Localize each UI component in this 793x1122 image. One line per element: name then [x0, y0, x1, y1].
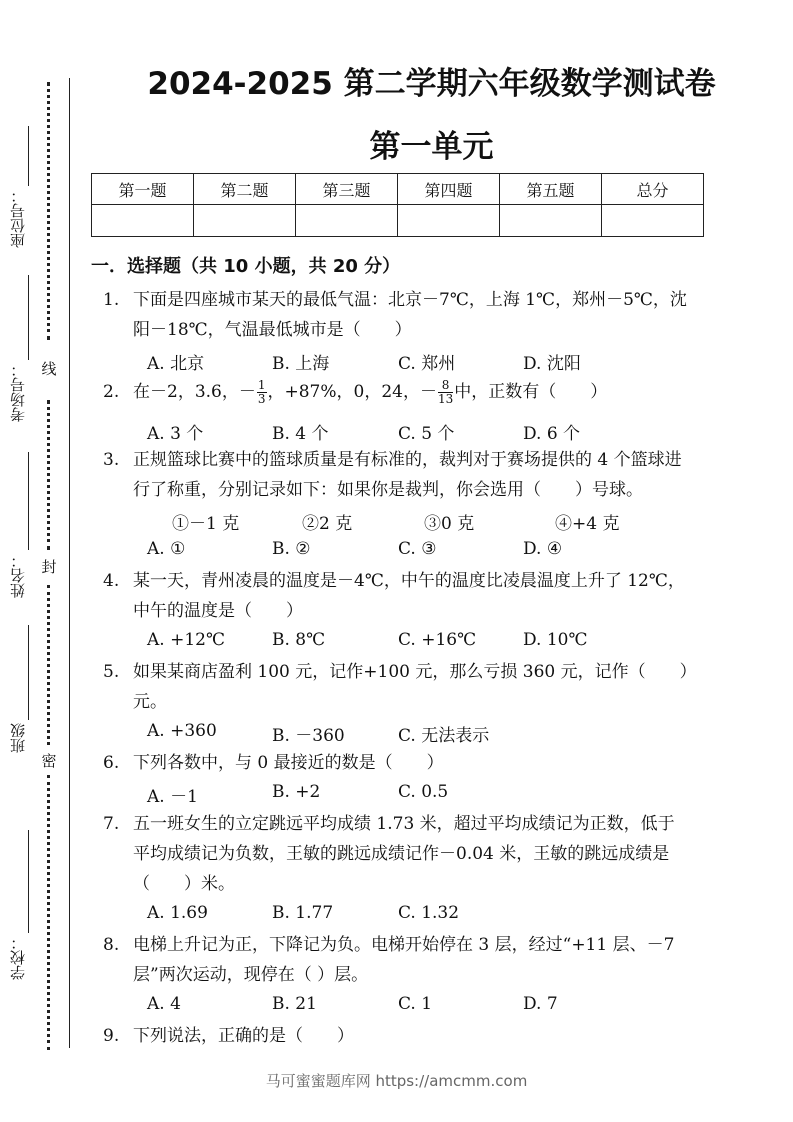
option-c[interactable]: C. ③	[398, 539, 437, 559]
question-text-part: ，+87%，0，24，－	[267, 382, 437, 402]
option-c[interactable]: C. 郑州	[398, 354, 456, 374]
score-value-cell[interactable]	[194, 205, 296, 237]
question-line: 如果某商店盈利 100 元，记作+100 元，那么亏损 360 元，记作（ ）	[133, 662, 697, 682]
seal-char-secret: 密	[41, 752, 57, 770]
binding-solid-line	[69, 78, 70, 1048]
ball-record: ③0 克	[424, 514, 475, 534]
question-6	[103, 748, 753, 778]
question-line: 元。	[133, 692, 167, 712]
exam-room-label: 考场号：	[9, 362, 27, 422]
question-1	[103, 285, 753, 345]
class-blank	[28, 625, 29, 720]
seal-char-line: 线	[41, 360, 57, 378]
fraction-numerator: 8	[438, 379, 453, 393]
option-c[interactable]: C. 无法表示	[398, 726, 490, 746]
question-number: 6.	[103, 753, 120, 773]
score-value-cell[interactable]	[296, 205, 398, 237]
option-a[interactable]: A. －1	[147, 787, 198, 807]
score-table-value-row	[92, 205, 704, 237]
question-line: 下列说法，正确的是（ ）	[133, 1026, 354, 1046]
footer-watermark: 马可蜜蜜题库网 https://amcmm.com	[265, 1072, 528, 1090]
option-a[interactable]: A. 4	[147, 994, 181, 1014]
question-line: （ ）米。	[133, 874, 235, 894]
question-number: 3.	[103, 450, 120, 470]
question-line: 阳－18℃，气温最低城市是（ ）	[133, 320, 412, 340]
question-line: 层”两次运动，现停在（ ）层。	[133, 965, 369, 985]
option-b[interactable]: B. 4 个	[272, 424, 329, 444]
option-c[interactable]: C. 1.32	[398, 903, 460, 923]
name-label: 姓名：	[9, 553, 27, 598]
ball-record: ④+4 克	[555, 514, 620, 534]
question-7	[103, 809, 753, 899]
fraction-one-third	[257, 379, 267, 406]
option-d[interactable]: D. 7	[523, 994, 558, 1014]
option-d[interactable]: D. 10℃	[523, 630, 588, 650]
section-heading: 一．选择题（共 10 小题，共 20 分）	[91, 256, 401, 277]
option-b[interactable]: B. 21	[272, 994, 317, 1014]
score-header-cell: 第三题	[296, 174, 398, 205]
score-header-cell: 总分	[602, 174, 704, 205]
question-text	[133, 566, 753, 626]
option-b[interactable]: B. 1.77	[272, 903, 334, 923]
exam-subtitle: 第一单元	[369, 129, 494, 165]
option-a[interactable]: A. 1.69	[147, 903, 208, 923]
question-number: 7.	[103, 814, 120, 834]
ball-record: ①－1 克	[172, 514, 240, 534]
question-8	[103, 930, 753, 990]
question-text	[133, 809, 753, 899]
fraction-numerator: 1	[257, 378, 266, 392]
ball-record: ②2 克	[302, 514, 353, 534]
option-c[interactable]: C. +16℃	[398, 630, 477, 650]
option-a[interactable]: A. 北京	[147, 354, 205, 374]
option-b[interactable]: B. 8℃	[272, 630, 326, 650]
option-c[interactable]: C. 1	[398, 994, 433, 1014]
seat-number-label: 座位号：	[9, 188, 27, 248]
score-value-cell[interactable]	[92, 205, 194, 237]
question-text	[133, 377, 753, 407]
question-number: 4.	[103, 571, 120, 591]
question-3	[103, 445, 753, 505]
question-line: 电梯上升记为正，下降记为负。电梯开始停在 3 层，经过“+11 层、－7	[133, 935, 675, 955]
option-a[interactable]: A. +360	[147, 721, 217, 741]
question-text	[133, 445, 753, 505]
question-5	[103, 657, 753, 717]
question-number: 2.	[103, 382, 120, 402]
score-header-cell: 第四题	[398, 174, 500, 205]
question-text	[133, 657, 753, 717]
question-line: 五一班女生的立定跳远平均成绩 1.73 米，超过平均成绩记为正数，低于	[133, 814, 675, 834]
question-text	[133, 748, 753, 778]
school-blank	[28, 830, 29, 933]
question-line: 下列各数中，与 0 最接近的数是（ ）	[133, 753, 444, 773]
question-text-part: 中，正数有（ ）	[454, 382, 608, 402]
binding-dotted-line-top	[47, 82, 54, 340]
option-b[interactable]: B. 上海	[272, 354, 330, 374]
score-header-cell: 第五题	[500, 174, 602, 205]
question-number: 9.	[103, 1026, 120, 1046]
fraction-denominator: 13	[437, 392, 454, 406]
binding-dotted-line-bottom	[47, 775, 54, 1050]
question-text	[133, 930, 753, 990]
seal-char-seal: 封	[41, 558, 57, 576]
question-9	[103, 1021, 753, 1051]
fraction-denominator: 3	[257, 392, 266, 406]
option-c[interactable]: C. 5 个	[398, 424, 455, 444]
question-line: 某一天，青州凌晨的温度是－4℃，中午的温度比凌晨温度上升了 12℃，	[133, 571, 685, 591]
question-line: 下面是四座城市某天的最低气温：北京－7℃，上海 1℃，郑州－5℃，沈	[133, 290, 687, 310]
option-b[interactable]: B. －360	[272, 726, 345, 746]
binding-dotted-line-mid2	[47, 585, 54, 745]
question-text	[133, 1021, 753, 1051]
option-b[interactable]: B. ②	[272, 539, 311, 559]
question-number: 5.	[103, 662, 120, 682]
option-a[interactable]: A. 3 个	[147, 424, 204, 444]
option-a[interactable]: A. +12℃	[147, 630, 225, 650]
score-value-cell[interactable]	[500, 205, 602, 237]
exam-title: 2024-2025 第二学期六年级数学测试卷	[147, 66, 716, 102]
exam-room-blank	[28, 275, 29, 360]
option-b[interactable]: B. +2	[272, 782, 321, 802]
option-c[interactable]: C. 0.5	[398, 782, 449, 802]
score-value-cell[interactable]	[398, 205, 500, 237]
question-text-part: 在－2，3.6，－	[133, 382, 256, 402]
question-line: 中午的温度是（ ）	[133, 601, 303, 621]
option-d[interactable]: D. ④	[523, 539, 563, 559]
binding-dotted-line-mid1	[47, 400, 54, 550]
seat-number-blank	[28, 126, 29, 186]
option-a[interactable]: A. ①	[147, 539, 186, 559]
question-2	[103, 377, 753, 407]
question-number: 1.	[103, 290, 120, 310]
question-line: 正规篮球比赛中的篮球质量是有标准的，裁判对于赛场提供的 4 个篮球进	[133, 450, 682, 470]
question-line: 行了称重，分别记录如下：如果你是裁判，你会选用（ ）号球。	[133, 480, 643, 500]
score-header-cell: 第一题	[92, 174, 194, 205]
class-label: 班级	[9, 723, 27, 753]
question-number: 8.	[103, 935, 120, 955]
question-text	[133, 285, 753, 345]
question-line: 平均成绩记为负数，王敏的跳远成绩记作－0.04 米，王敏的跳远成绩是	[133, 844, 670, 864]
question-4	[103, 566, 753, 626]
option-d[interactable]: D. 沈阳	[523, 354, 581, 374]
name-blank	[28, 452, 29, 550]
score-header-cell: 第二题	[194, 174, 296, 205]
option-d[interactable]: D. 6 个	[523, 424, 581, 444]
score-table-header-row	[92, 174, 704, 205]
school-label: 学校：	[9, 935, 27, 980]
score-table	[91, 173, 704, 237]
score-value-cell[interactable]	[602, 205, 704, 237]
fraction-eight-thirteenths	[438, 379, 453, 406]
